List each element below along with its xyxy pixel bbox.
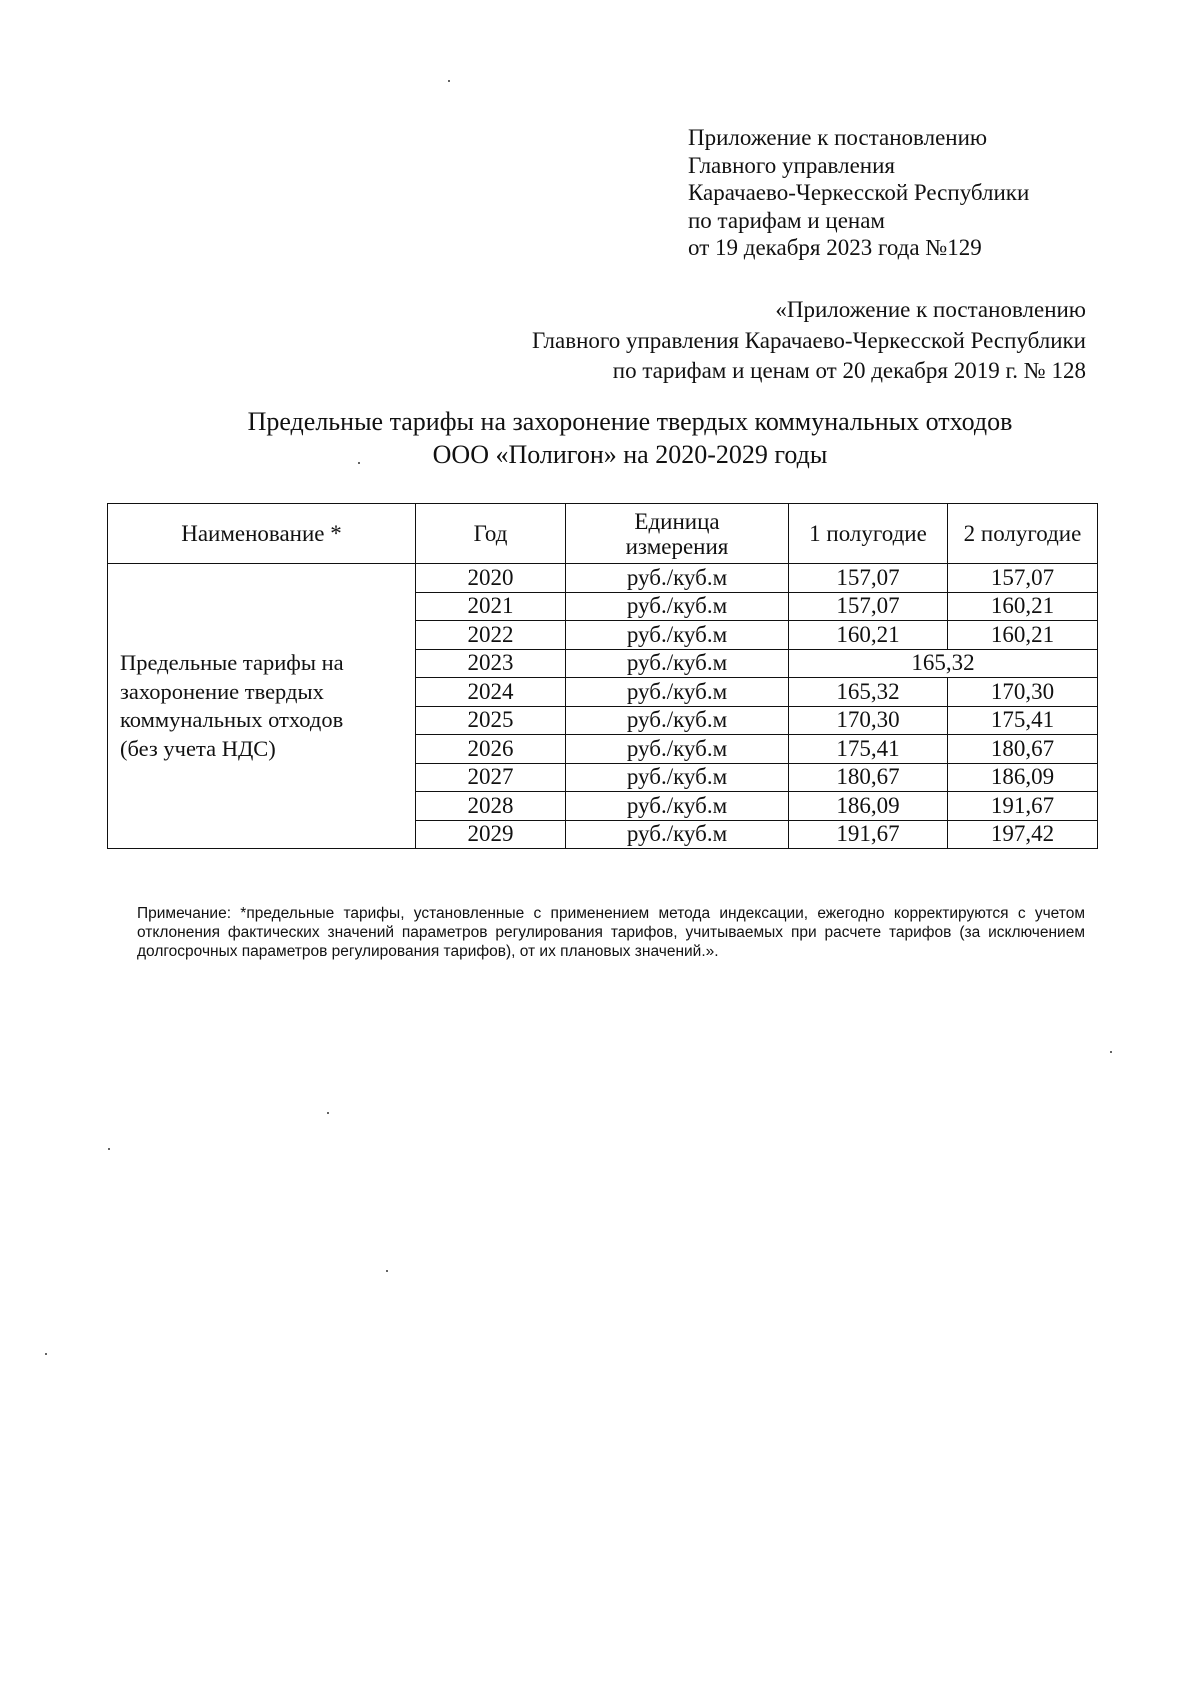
scan-speck: [1110, 1051, 1112, 1053]
half1-cell: 191,67: [789, 820, 948, 849]
appendix-header-line: Карачаево-Черкесской Республики: [688, 180, 1030, 205]
half1-cell: 160,21: [789, 621, 948, 650]
title-line-2: ООО «Полигон» на 2020-2029 годы: [432, 440, 828, 469]
unit-cell: руб./куб.м: [566, 592, 789, 621]
year-cell: 2025: [416, 706, 566, 735]
half2-cell: 186,09: [948, 763, 1098, 792]
previous-appendix-line: Главного управления Карачаево-Черкесской Республики: [531, 327, 1086, 353]
annual-tariff-cell: 165,32: [789, 649, 1098, 678]
appendix-header-line: по тарифам и ценам: [688, 207, 885, 233]
half1-cell: 165,32: [789, 678, 948, 707]
appendix-header: [688, 124, 1029, 262]
tariff-name-line: (без учета НДС): [120, 735, 276, 761]
appendix-header-line: от 19 декабря 2023 года №129: [688, 235, 982, 260]
half2-cell: 180,67: [948, 735, 1098, 764]
half2-cell: 191,67: [948, 792, 1098, 821]
unit-cell: руб./куб.м: [566, 735, 789, 764]
year-cell: 2028: [416, 792, 566, 821]
half2-cell: 197,42: [948, 820, 1098, 849]
appendix-header-line: Приложение к постановлению: [688, 125, 988, 150]
scan-speck: [448, 80, 450, 82]
appendix-header-line: Главного управления: [688, 152, 895, 178]
tariff-name-line: коммунальных отходов: [120, 707, 344, 732]
half1-cell: 157,07: [789, 564, 948, 593]
tariff-name-cell: [108, 564, 416, 849]
header-unit-line-2: измерения: [625, 533, 729, 559]
half1-cell: 175,41: [789, 735, 948, 764]
year-cell: 2023: [416, 649, 566, 678]
half1-cell: 170,30: [789, 706, 948, 735]
previous-appendix-reference: [532, 295, 1086, 387]
header-unit: [566, 504, 789, 564]
tariff-name-line: захоронение твердых: [120, 678, 324, 704]
unit-cell: руб./куб.м: [566, 792, 789, 821]
header-year: Год: [416, 504, 566, 564]
year-cell: 2029: [416, 820, 566, 849]
half2-cell: 175,41: [948, 706, 1098, 735]
half1-cell: 180,67: [789, 763, 948, 792]
half2-cell: 157,07: [948, 564, 1098, 593]
header-half-2: 2 полугодие: [948, 504, 1098, 564]
unit-cell: руб./куб.м: [566, 649, 789, 678]
scan-speck: [327, 1112, 329, 1114]
document-title: [100, 405, 1160, 471]
previous-appendix-line: «Приложение к постановлению: [775, 297, 1086, 322]
half1-cell: 157,07: [789, 592, 948, 621]
scan-speck: [386, 1270, 388, 1272]
title-line-1: Предельные тарифы на захоронение твердых коммунальных отходов: [247, 407, 1013, 436]
half1-cell: 186,09: [789, 792, 948, 821]
half2-cell: 160,21: [948, 592, 1098, 621]
unit-cell: руб./куб.м: [566, 564, 789, 593]
tariff-name-line: Предельные тарифы на: [120, 650, 344, 675]
year-cell: 2022: [416, 621, 566, 650]
tariffs-table: [107, 503, 1098, 849]
header-name: Наименование *: [108, 504, 416, 564]
header-half-1: 1 полугодие: [789, 504, 948, 564]
table-row: [108, 564, 1098, 593]
scan-speck: [108, 1148, 110, 1150]
half2-cell: 160,21: [948, 621, 1098, 650]
scan-speck: [45, 1353, 47, 1355]
half2-cell: 170,30: [948, 678, 1098, 707]
previous-appendix-line: по тарифам и ценам от 20 декабря 2019 г. № 128: [612, 358, 1086, 383]
year-cell: 2021: [416, 592, 566, 621]
scan-speck: [358, 462, 360, 464]
table-header-row: [108, 504, 1098, 564]
unit-cell: руб./куб.м: [566, 706, 789, 735]
unit-cell: руб./куб.м: [566, 763, 789, 792]
unit-cell: руб./куб.м: [566, 621, 789, 650]
year-cell: 2020: [416, 564, 566, 593]
unit-cell: руб./куб.м: [566, 678, 789, 707]
unit-cell: руб./куб.м: [566, 820, 789, 849]
year-cell: 2026: [416, 735, 566, 764]
header-unit-line-1: Единица: [634, 508, 720, 534]
year-cell: 2024: [416, 678, 566, 707]
footnote: Примечание: *предельные тарифы, установленные с применением метода индексации, ежегодно корректируются с учетом отклонения фактических значений параметров регулирования тарифов, учитываемых при расчете тарифов (за исключением долгосрочных параметров регулирования тарифов), от их плановых значений.».: [137, 905, 1085, 960]
year-cell: 2027: [416, 763, 566, 792]
